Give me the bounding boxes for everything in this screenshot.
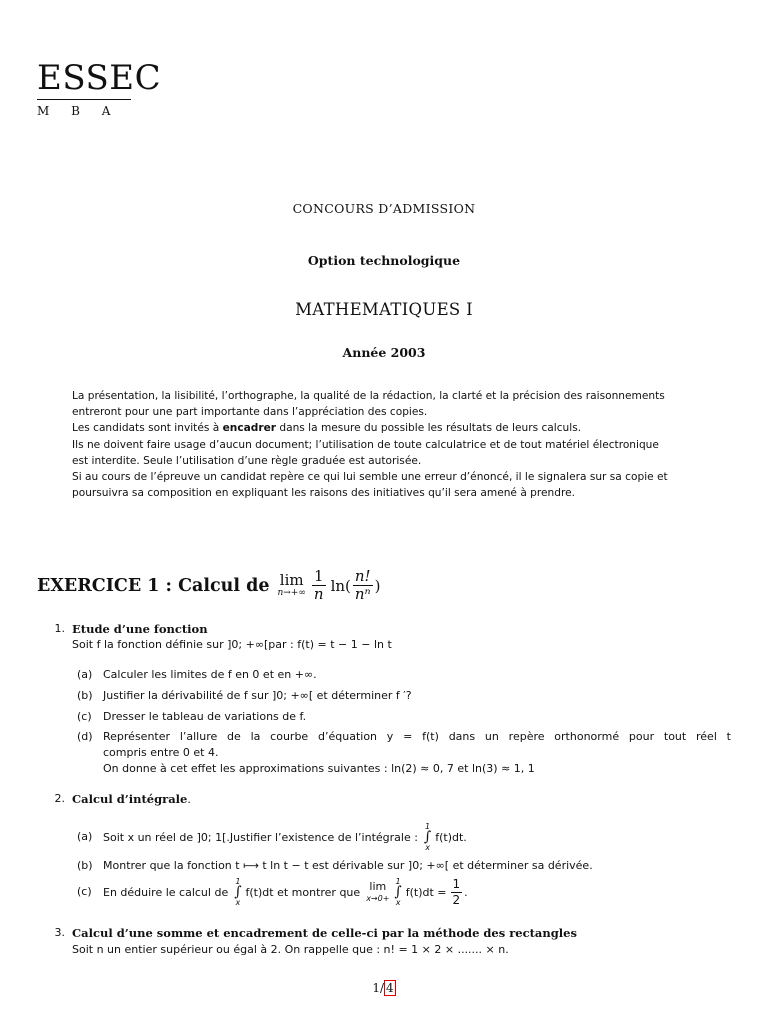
option-title: Option technologique [307, 253, 461, 268]
item-text [103, 874, 468, 910]
integral-upper: 1 [235, 877, 241, 886]
lim-subscript: n→+∞ [277, 587, 306, 598]
item-label: (d) [77, 730, 93, 743]
intro-line: est interdite. Seule l’utilisation d’une règle graduée est autorisée. [72, 454, 422, 467]
exercise-title [37, 568, 380, 603]
fraction-numerator: 1 [452, 876, 461, 891]
item-text: Dresser le tableau de variations de f. [103, 710, 307, 723]
fraction-1-over-n [312, 568, 326, 603]
intro-line: Ils ne doivent faire usage d’aucun document; l’utilisation de toute calculatrice et de tout matériel électronique [72, 438, 659, 451]
lim-label: lim [279, 570, 304, 589]
section-number: 2. [54, 792, 65, 805]
item-text-part: . [464, 885, 468, 899]
essec-logo: ESSEC [37, 58, 162, 98]
section-3 [0, 926, 768, 966]
page-current: 1/ [372, 981, 385, 995]
intro-line: Les candidats sont invités à encadrer dans la mesure du possible les résultats de leurs calculs. [72, 422, 582, 435]
limit-operator [277, 570, 306, 599]
item-text-line: On donne à cet effet les approximations suivantes : ln(2) ≈ 0, 7 et ln(3) ≈ 1, 1 [103, 762, 535, 775]
section-heading: Calcul d’une somme et encadrement de celle-ci par la méthode des rectangles [72, 926, 577, 940]
item-label: (a) [77, 830, 93, 843]
item-label: (b) [77, 859, 93, 872]
emphasis-encadrer: encadrer [222, 422, 276, 435]
integral-upper: 1 [395, 877, 401, 886]
page-total-link[interactable]: 4 [386, 981, 394, 995]
section-intro: Soit n un entier supérieur ou égal à 2. On rappelle que : n! = 1 × 2 × ....... × n. [72, 943, 509, 956]
mba-subtitle: M B A [37, 104, 120, 118]
integral-lower: x [395, 898, 401, 907]
limit-operator [366, 880, 389, 904]
integral-lower: x [425, 843, 430, 852]
intro-line: poursuivra sa composition en expliquant les raisons des initiatives qu’il sera amené à prendre. [72, 487, 575, 500]
integral-lower: x [235, 898, 241, 907]
item-label: (a) [77, 668, 93, 681]
item-text-line: Représenter l’allure de la courbe d’équation y = f(t) dans un repère orthonormé pour tout réel t [103, 730, 731, 743]
intro-line: entreront pour une part importante dans l’appréciation des copies. [72, 406, 428, 419]
section-heading: Etude d’une fonction [72, 622, 208, 636]
section-heading-text: Calcul d’intégrale [72, 792, 188, 806]
section-heading [72, 792, 191, 806]
year-title: Année 2003 [342, 345, 426, 360]
item-text-part: Soit x un réel de ]0; 1[.Justifier l’existence de l’intégrale : [103, 830, 418, 844]
item-text [103, 820, 467, 854]
item-text-part: f(t)dt = [405, 885, 447, 899]
section-2 [0, 792, 768, 922]
subject-title: MATHEMATIQUES I [295, 300, 473, 319]
integral-symbol: 1 ∫ x [423, 822, 432, 852]
section-1 [0, 622, 768, 782]
item-text-part: f(t)dt et montrer que [245, 885, 361, 899]
exercise-formula [278, 568, 381, 603]
item-label: (c) [77, 710, 92, 723]
integral-symbol: 1 ∫ x [234, 877, 242, 907]
item-text: Calculer les limites de f en 0 et en +∞. [103, 668, 317, 681]
fraction-denominator: 2 [452, 892, 461, 907]
integral-symbol: 1 ∫ x [394, 877, 402, 907]
lim-label: lim [369, 880, 387, 893]
section-intro: Soit f la fonction définie sur ]0; +∞[par : f(t) = t − 1 − ln t [72, 638, 392, 651]
ln-open: ln( [330, 576, 351, 595]
fraction-nfact-over-nn [353, 568, 373, 603]
item-text: Montrer que la fonction t ⟼ t ln t − t est dérivable sur ]0; +∞[ et déterminer sa dérivée. [103, 859, 593, 872]
concours-title: CONCOURS D’ADMISSION [292, 201, 476, 216]
fraction-denominator: n [313, 585, 324, 603]
lim-subscript: x→0+ [366, 894, 390, 903]
item-text [103, 730, 731, 743]
item-label: (c) [77, 885, 92, 898]
intro-line: Si au cours de l’épreuve un candidat repère ce qui lui semble une erreur d’énoncé, il le signalera sur sa copie et [72, 471, 668, 484]
fraction-numerator: 1 [313, 567, 324, 585]
item-text-part: En déduire le calcul de [103, 885, 229, 899]
item-text-part: f(t)dt. [435, 830, 467, 844]
section-number: 1. [54, 622, 65, 635]
section-heading-end: . [187, 793, 191, 806]
fraction-numerator: n! [354, 567, 371, 585]
ln-close: ) [374, 576, 381, 595]
logo-underline [37, 99, 131, 100]
integral-upper: 1 [425, 822, 431, 831]
item-label: (b) [77, 689, 93, 702]
fraction-one-half [451, 877, 463, 908]
item-text: Justifier la dérivabilité de f sur ]0; +∞[ et déterminer f ′? [103, 689, 412, 702]
intro-line: La présentation, la lisibilité, l’orthographe, la qualité de la rédaction, la clarté et la précision des raisonnements [72, 390, 665, 402]
section-number: 3. [54, 926, 65, 939]
fraction-denominator: nⁿ [354, 585, 371, 603]
instructions-paragraph [72, 388, 732, 501]
page-number [0, 980, 768, 996]
item-text-line: compris entre 0 et 4. [103, 746, 219, 759]
exercise-title-text: EXERCICE 1 : Calcul de [37, 575, 270, 596]
